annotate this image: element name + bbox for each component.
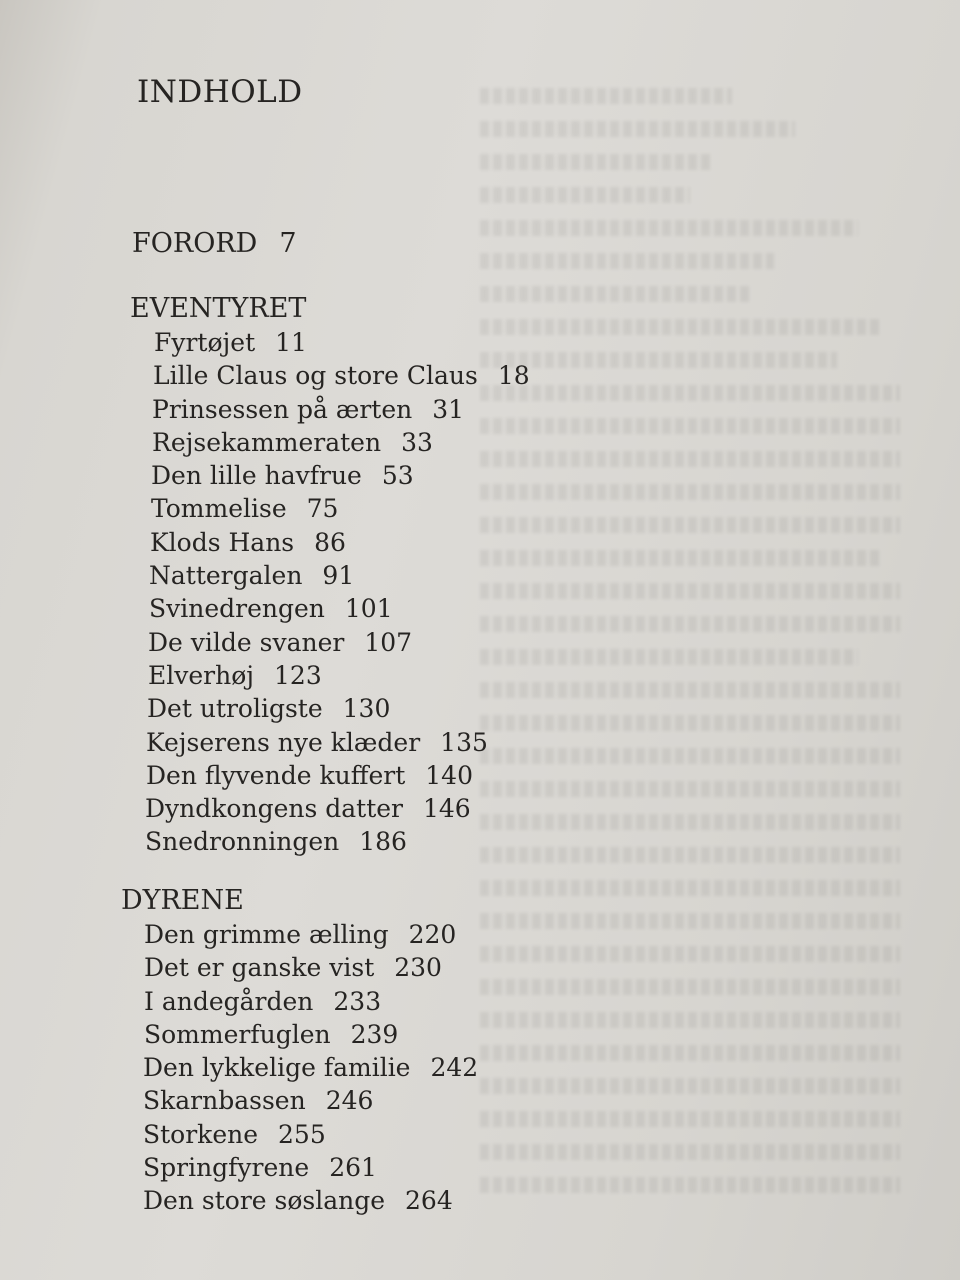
toc-entry-page: 255 xyxy=(278,1119,326,1149)
toc-entry xyxy=(130,426,530,459)
toc-entry xyxy=(130,359,530,392)
toc-entry-title: De vilde svaner xyxy=(148,627,345,657)
toc-entry xyxy=(121,985,478,1018)
toc-entry-title: Den flyvende kuffert xyxy=(146,760,406,790)
toc-entry-title: Den lykkelige familie xyxy=(143,1053,411,1083)
toc-entry xyxy=(130,659,530,692)
toc-entry-title: Skarnbassen xyxy=(143,1086,306,1116)
toc-entry-title: Sommerfuglen xyxy=(144,1019,331,1049)
toc-entry xyxy=(130,592,530,625)
toc-entry xyxy=(130,559,530,592)
toc-entry xyxy=(130,692,530,725)
toc-entry-title: FORORD xyxy=(132,228,258,259)
toc-entry xyxy=(121,951,478,984)
toc-entry-title: Dyndkongens datter xyxy=(145,794,403,824)
toc-entry-title: Snedronningen xyxy=(145,827,340,857)
toc-entry-page: 101 xyxy=(344,594,393,624)
toc-entry xyxy=(130,526,530,559)
toc-entry-page: 186 xyxy=(359,827,407,857)
toc-entry-title: Prinsessen på ærten xyxy=(152,394,413,424)
toc-entry xyxy=(130,726,530,759)
toc-entry-page: 75 xyxy=(306,494,339,524)
toc-entry-page: 123 xyxy=(274,660,322,690)
section-heading: DYRENE xyxy=(121,885,244,916)
toc-entry-title: Klods Hans xyxy=(150,527,295,557)
toc-entry-title: Det er ganske vist xyxy=(144,953,375,983)
toc-entry-page: 230 xyxy=(394,953,442,983)
toc-entry-page: 264 xyxy=(405,1186,453,1216)
toc-entry xyxy=(130,393,530,426)
toc-entry-title: Den store søslange xyxy=(143,1186,386,1216)
toc-entry xyxy=(130,792,530,825)
toc-entry-title: Kejserens nye klæder xyxy=(146,727,421,757)
toc-entry-page: 261 xyxy=(329,1153,377,1183)
toc-entry-forord xyxy=(132,228,297,259)
toc-entry xyxy=(130,759,530,792)
toc-entry-page: 146 xyxy=(423,794,471,824)
toc-entry-page: 130 xyxy=(342,694,391,724)
section-heading: EVENTYRET xyxy=(130,293,307,324)
toc-entry-title: Den lille havfrue xyxy=(151,461,362,491)
toc-entry-title: Det utroligste xyxy=(147,694,323,724)
toc-entry-page: 7 xyxy=(279,228,297,259)
page-title: INDHOLD xyxy=(137,74,303,110)
toc-entry xyxy=(121,1184,478,1217)
toc-entry-page: 220 xyxy=(408,920,457,949)
bleed-through-texture xyxy=(480,88,900,1248)
toc-entry-title: Den grimme ælling xyxy=(144,920,389,949)
toc-entry-page: 11 xyxy=(275,328,307,357)
toc-entry xyxy=(130,492,530,525)
toc-entry-page: 107 xyxy=(364,627,413,657)
toc-entry-page: 242 xyxy=(430,1053,479,1083)
toc-entry-page: 18 xyxy=(497,361,530,391)
toc-entry-title: Springfyrene xyxy=(143,1153,310,1183)
toc-entry xyxy=(121,1118,478,1151)
toc-entry xyxy=(130,459,530,492)
toc-entry-page: 233 xyxy=(333,986,382,1016)
toc-entry xyxy=(121,1018,478,1051)
toc-entry-title: Svinedrengen xyxy=(149,594,325,624)
toc-entry xyxy=(121,1084,478,1117)
toc-entry xyxy=(130,326,530,359)
toc-entry-title: Nattergalen xyxy=(149,561,303,591)
toc-entry-title: Tommelise xyxy=(151,494,287,524)
toc-entry-title: Lille Claus og store Claus xyxy=(153,361,478,391)
toc-entry-title: Storkene xyxy=(143,1119,259,1149)
toc-entry-page: 246 xyxy=(325,1086,374,1116)
toc-entry-page: 91 xyxy=(322,561,355,591)
toc-entry-title: Fyrtøjet xyxy=(154,328,256,357)
toc-entry xyxy=(121,1051,478,1084)
toc-entry-page: 33 xyxy=(401,427,433,457)
toc-entry xyxy=(130,626,530,659)
toc-entry-page: 135 xyxy=(440,727,488,757)
toc-section-dyrene xyxy=(121,884,478,1218)
toc-entry-page: 140 xyxy=(425,760,473,790)
toc-entry-title: Rejsekammeraten xyxy=(152,427,382,457)
toc-entry-title: I andegården xyxy=(144,986,314,1016)
toc-entry xyxy=(121,918,478,951)
toc-entry-page: 53 xyxy=(381,461,414,491)
toc-entry-page: 239 xyxy=(350,1019,399,1049)
toc-entry-page: 31 xyxy=(432,394,465,424)
toc-entry xyxy=(121,1151,478,1184)
toc-entry xyxy=(130,825,530,858)
toc-section-eventyret xyxy=(130,292,530,859)
toc-entry-page: 86 xyxy=(314,527,346,557)
toc-entry-title: Elverhøj xyxy=(148,660,255,690)
